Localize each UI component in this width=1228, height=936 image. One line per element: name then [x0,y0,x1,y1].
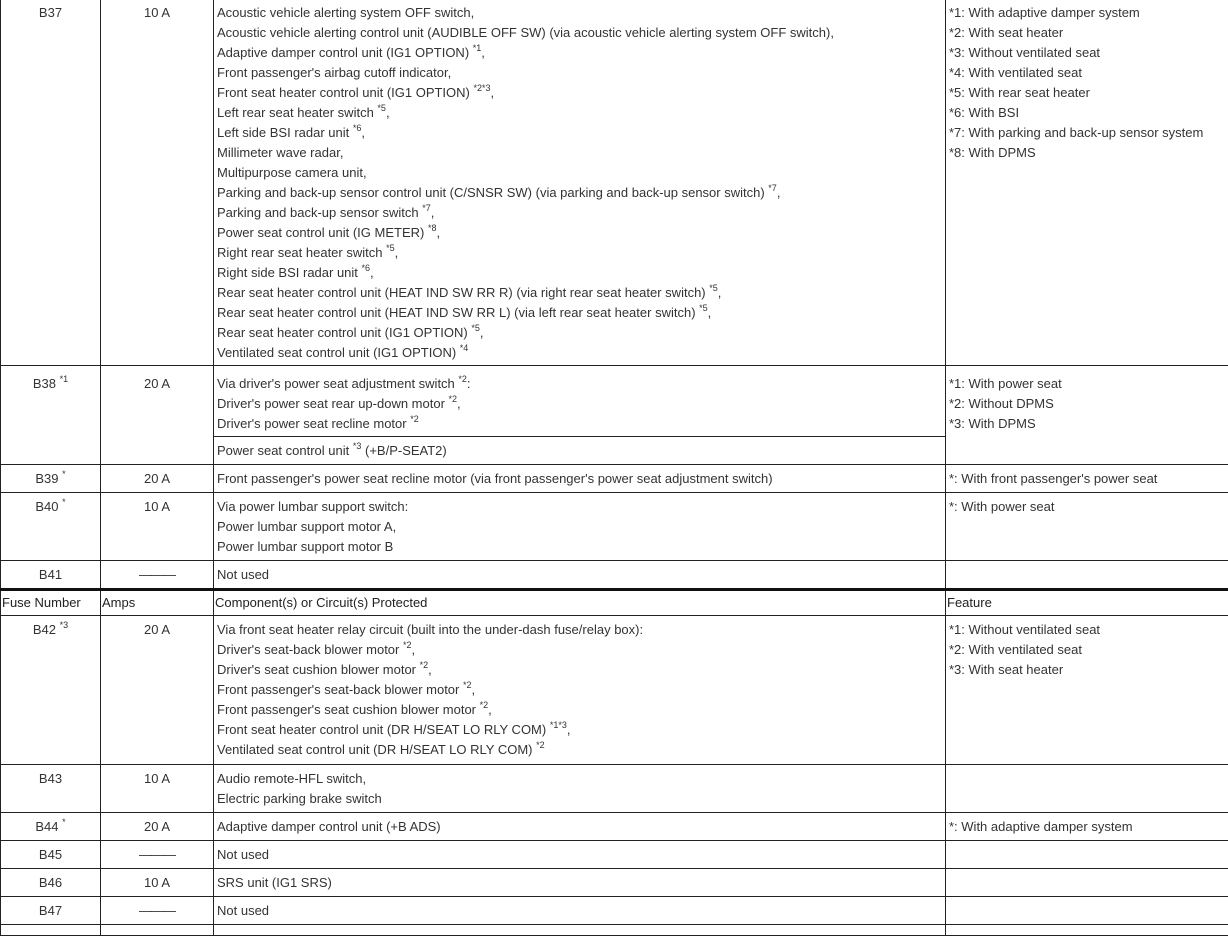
table-row-cut [1,925,1228,936]
amps-cell [101,465,214,493]
fuse-number-cell [1,561,101,590]
component-line: Multipurpose camera unit, [217,163,942,183]
feature-line: *1: With power seat [949,374,1225,394]
footnote-mark: * [62,817,66,827]
footnote-mark: * [62,497,66,507]
features-cell [946,0,1228,366]
table-row-b40 [1,493,1228,561]
amps-cell [101,897,214,925]
fuse-number-cell [1,869,101,897]
component-line: Via driver's power seat adjustment switch $^{*2}$: [217,374,942,394]
component-line: Driver's power seat rear up-down motor $^{*2}$, [217,394,942,414]
component-line: Power seat control unit $^{*3}$ (+B/P-SEAT2) [217,441,942,461]
features-cell [946,465,1228,493]
amps-cell [101,765,214,813]
fuse-number: B37 [39,5,62,20]
amps-value: 10 A [144,875,170,890]
features-cell [946,366,1228,465]
cut-cell [946,925,1228,936]
fuse-number: B43 [39,771,62,786]
table-row-b45 [1,841,1228,869]
components-cell [214,0,946,366]
feature-line: *4: With ventilated seat [949,63,1225,83]
fuse-number: B47 [39,903,62,918]
component-line: Not used [217,565,942,585]
features-cell [946,897,1228,925]
feature-line: *3: With seat heater [949,660,1225,680]
components-cell [214,493,946,561]
features-cell [946,493,1228,561]
amps-cell [101,493,214,561]
table-row-b43 [1,765,1228,813]
table-row-b47 [1,897,1228,925]
table-row-b39 [1,465,1228,493]
table-row-b41 [1,561,1228,590]
feature-line: *2: With ventilated seat [949,640,1225,660]
fuse-number: B38 [33,376,60,391]
component-line: Acoustic vehicle alerting control unit (AUDIBLE OFF SW) (via acoustic vehicle alerting system OFF switch), [217,23,942,43]
component-line: Via front seat heater relay circuit (built into the under-dash fuse/relay box): [217,620,942,640]
footnote-mark: *1 [60,374,69,384]
features-cell [946,616,1228,765]
header-amps: Amps [101,590,214,616]
feature-line: *2: With seat heater [949,23,1225,43]
amps-cell [101,0,214,366]
components-cell [214,561,946,590]
components-cell [214,897,946,925]
cut-cell [101,925,214,936]
component-line: Rear seat heater control unit (HEAT IND SW RR R) (via right rear seat heater switch) $^{*5}$, [217,283,942,303]
component-line: Via power lumbar support switch: [217,497,942,517]
amps-value: 20 A [144,471,170,486]
amps-value: 20 A [144,376,170,391]
component-line: Front passenger's airbag cutoff indicator, [217,63,942,83]
component-line: Parking and back-up sensor control unit (C/SNSR SW) (via parking and back-up sensor switch) $^{*7}$, [217,183,942,203]
components-cell [214,366,946,437]
component-line: Adaptive damper control unit (IG1 OPTION) $^{*1}$, [217,43,942,63]
fuse-number-cell [1,897,101,925]
component-line: Front seat heater control unit (DR H/SEAT LO RLY COM) $^{*1*3}$, [217,720,942,740]
amps-cell [101,813,214,841]
table-row-b44 [1,813,1228,841]
component-line: Adaptive damper control unit (+B ADS) [217,817,942,837]
component-line: SRS unit (IG1 SRS) [217,873,942,893]
component-line: Right side BSI radar unit $^{*6}$, [217,263,942,283]
fuse-number: B40 [35,499,62,514]
feature-line: *3: With DPMS [949,414,1225,434]
features-cell [946,813,1228,841]
amps-cell [101,616,214,765]
cut-cell [1,925,101,936]
component-line: Not used [217,901,942,921]
component-line: Front seat heater control unit (IG1 OPTION) $^{*2*3}$, [217,83,942,103]
table-row-b42 [1,616,1228,765]
fuse-number: B41 [39,567,62,582]
header-feature: Feature [946,590,1228,616]
amps-value: 20 A [144,622,170,637]
components-cell [214,813,946,841]
features-cell [946,841,1228,869]
fuse-number-cell [1,813,101,841]
amps-cell [101,869,214,897]
amps-value: 20 A [144,819,170,834]
component-line: Front passenger's seat-back blower motor $^{*2}$, [217,680,942,700]
fuse-number: B42 [33,622,60,637]
component-line: Power lumbar support motor A, [217,517,942,537]
component-line: Rear seat heater control unit (IG1 OPTION) $^{*5}$, [217,323,942,343]
fuse-number-cell [1,0,101,366]
fuse-number-cell [1,841,101,869]
cut-cell [214,925,946,936]
component-line: Millimeter wave radar, [217,143,942,163]
component-line: Right rear seat heater switch $^{*5}$, [217,243,942,263]
component-line: Left side BSI radar unit $^{*6}$, [217,123,942,143]
features-cell [946,561,1228,590]
table-header-row [1,590,1228,616]
amps-value: ——— [139,903,175,918]
amps-value: 10 A [144,5,170,20]
features-cell [946,869,1228,897]
component-line: Rear seat heater control unit (HEAT IND SW RR L) (via left rear seat heater switch) $^{*5}$, [217,303,942,323]
feature-line: *3: Without ventilated seat [949,43,1225,63]
feature-line: *8: With DPMS [949,143,1225,163]
feature-line: *: With adaptive damper system [949,817,1225,837]
footnote-mark: * [62,469,66,479]
component-line: Not used [217,845,942,865]
fuse-number: B44 [35,819,62,834]
fuse-number-cell [1,465,101,493]
component-line: Power lumbar support motor B [217,537,942,557]
footnote-mark: *3 [60,620,69,630]
amps-value: 10 A [144,771,170,786]
components-cell [214,616,946,765]
component-line: Driver's power seat recline motor $^{*2}$ [217,414,942,434]
components-cell [214,869,946,897]
components-cell [214,465,946,493]
header-component: Component(s) or Circuit(s) Protected [214,590,946,616]
table-row-b46 [1,869,1228,897]
component-line: Acoustic vehicle alerting system OFF switch, [217,3,942,23]
table-row-b37 [1,0,1228,366]
amps-value: ——— [139,567,175,582]
table-row-b38 [1,366,1228,437]
feature-line: *1: Without ventilated seat [949,620,1225,640]
feature-line: *: With power seat [949,497,1225,517]
amps-cell [101,561,214,590]
header-fuse-number: Fuse Number [1,590,101,616]
feature-line: *5: With rear seat heater [949,83,1225,103]
component-line: Driver's seat cushion blower motor $^{*2}$, [217,660,942,680]
amps-cell [101,841,214,869]
fuse-number-cell [1,493,101,561]
component-line: Parking and back-up sensor switch $^{*7}$, [217,203,942,223]
fuse-number-cell [1,366,101,465]
amps-value: ——— [139,847,175,862]
component-line: Power seat control unit (IG METER) $^{*8}$, [217,223,942,243]
component-line: Front passenger's seat cushion blower motor $^{*2}$, [217,700,942,720]
fuse-number: B45 [39,847,62,862]
fuse-number-cell [1,765,101,813]
component-line: Ventilated seat control unit (IG1 OPTION) $^{*4}$ [217,343,942,363]
component-line: Electric parking brake switch [217,789,942,809]
amps-cell [101,366,214,465]
component-line: Ventilated seat control unit (DR H/SEAT LO RLY COM) $^{*2}$ [217,740,942,760]
feature-line: *1: With adaptive damper system [949,3,1225,23]
fuse-number: B46 [39,875,62,890]
components-cell [214,437,946,465]
feature-line: *2: Without DPMS [949,394,1225,414]
fuse-number: B39 [35,471,62,486]
features-cell [946,765,1228,813]
feature-line: *6: With BSI [949,103,1225,123]
components-cell [214,765,946,813]
component-line: Driver's seat-back blower motor $^{*2}$, [217,640,942,660]
components-cell [214,841,946,869]
component-line: Audio remote-HFL switch, [217,769,942,789]
fuse-number-cell [1,616,101,765]
feature-line: *: With front passenger's power seat [949,469,1225,489]
component-line: Front passenger's power seat recline motor (via front passenger's power seat adjustment switch) [217,469,942,489]
feature-line: *7: With parking and back-up sensor system [949,123,1225,143]
amps-value: 10 A [144,499,170,514]
component-line: Left rear seat heater switch $^{*5}$, [217,103,942,123]
